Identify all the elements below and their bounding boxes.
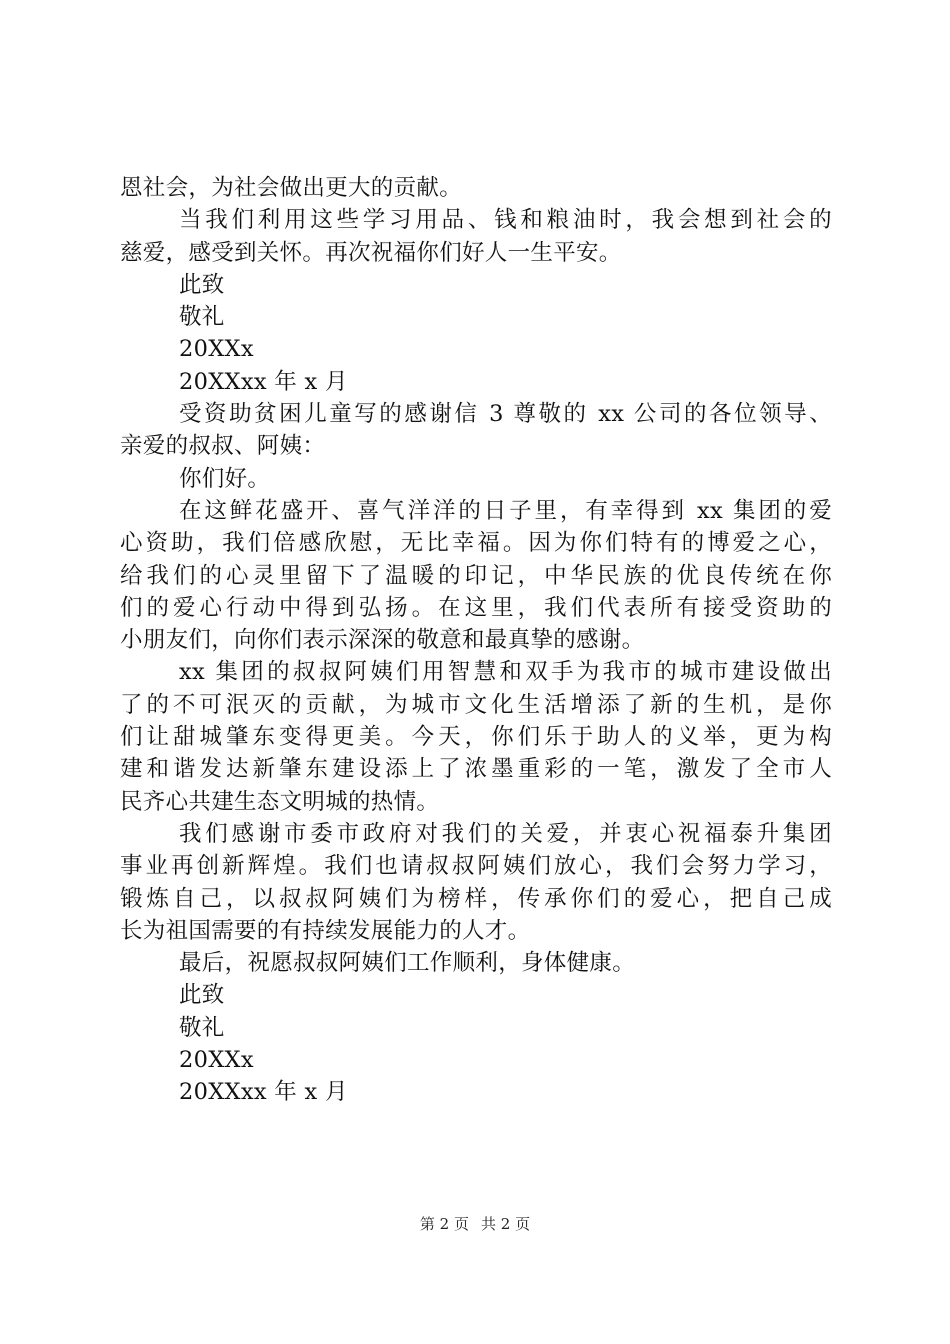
text-line: 们让甜城肇东变得更美。今天，你们乐于助人的义举，更为构	[120, 724, 832, 751]
closing-regards: 敬礼	[179, 304, 225, 331]
text-line: 建和谐发达新肇东建设添上了浓墨重彩的一笔，激发了全市人	[120, 756, 832, 783]
page-number: 第 2 页	[419, 1215, 469, 1233]
text-line: 心资助，我们倍感欣慰，无比幸福。因为你们特有的博爱之心，	[120, 530, 832, 557]
text-line: 了的不可泯灭的贡献，为城市文化生活增添了新的生机，是你	[120, 691, 832, 718]
letter-heading: 受资助贫困儿童写的感谢信 3 尊敬的 xx 公司的各位领导、	[179, 401, 832, 428]
text-line: 事业再创新辉煌。我们也请叔叔阿姨们放心，我们会努力学习，	[120, 853, 832, 880]
text-line: xx 集团的叔叔阿姨们用智慧和双手为我市的城市建设做出	[179, 659, 832, 686]
text-line: 恩社会，为社会做出更大的贡献。	[120, 175, 463, 201]
text-line: 在这鲜花盛开、喜气洋洋的日子里，有幸得到 xx 集团的爱	[179, 497, 832, 524]
greeting: 你们好。	[179, 465, 271, 492]
signature-date: 20XXxx 年 x 月	[179, 1079, 348, 1106]
letter-recipient: 亲爱的叔叔、阿姨：	[120, 433, 326, 460]
text-line: 锻炼自己，以叔叔阿姨们为榜样，传承你们的爱心，把自己成	[120, 885, 832, 912]
text-line: 小朋友们，向你们表示深深的敬意和最真挚的感谢。	[120, 627, 645, 654]
page-footer	[0, 1214, 950, 1234]
text-line: 当我们利用这些学习用品、钱和粮油时，我会想到社会的	[179, 207, 832, 234]
page-total: 共 2 页	[481, 1215, 531, 1233]
text-line: 慈爱，感受到关怀。再次祝福你们好人一生平安。	[120, 239, 622, 266]
text-line: 们的爱心行动中得到弘扬。在这里，我们代表所有接受资助的	[120, 594, 832, 621]
text-line: 我们感谢市委市政府对我们的关爱，并衷心祝福泰升集团	[179, 820, 832, 847]
signature-year: 20XXx	[179, 336, 254, 363]
text-line: 民齐心共建生态文明城的热情。	[120, 788, 440, 815]
text-line: 给我们的心灵里留下了温暖的印记，中华民族的优良传统在你	[120, 562, 832, 589]
text-line: 最后，祝愿叔叔阿姨们工作顺利，身体健康。	[179, 950, 636, 977]
closing-salutation: 此致	[179, 271, 225, 298]
text-line: 长为祖国需要的有持续发展能力的人才。	[120, 917, 531, 944]
letter-body	[120, 172, 832, 1109]
closing-regards: 敬礼	[179, 1014, 225, 1041]
closing-salutation: 此致	[179, 982, 225, 1009]
signature-date: 20XXxx 年 x 月	[179, 368, 348, 395]
signature-year: 20XXx	[179, 1047, 254, 1074]
